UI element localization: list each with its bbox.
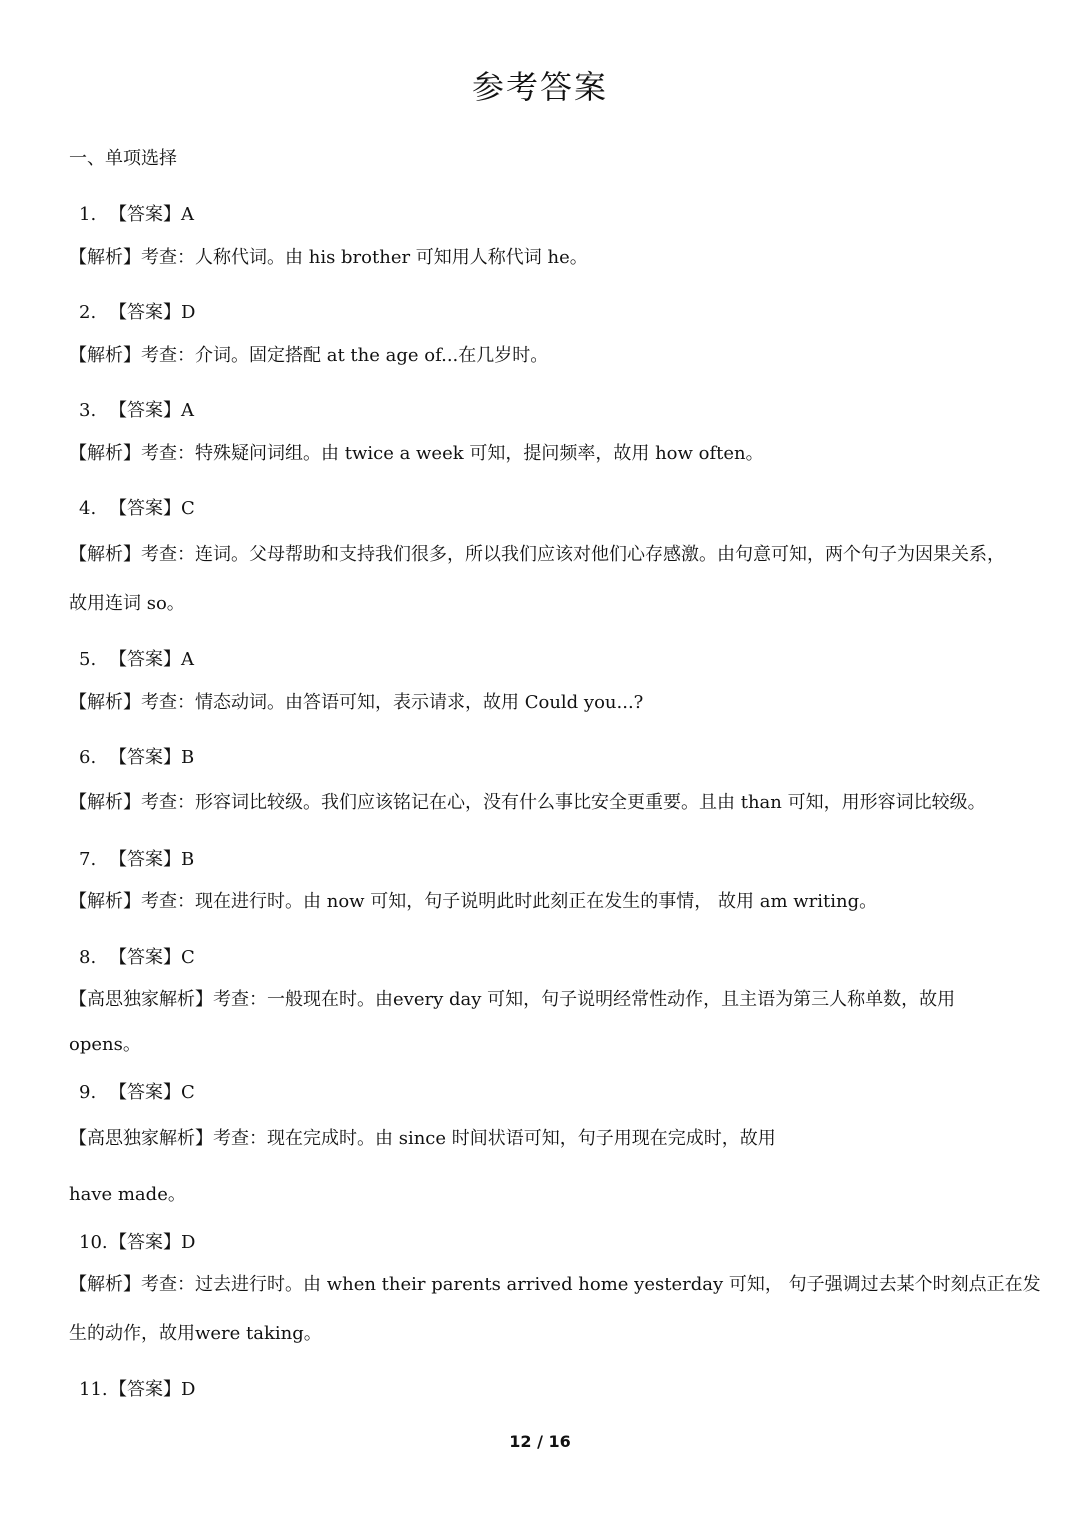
question-number: 4. [79,498,97,519]
analysis-line: 【高思独家解析】考查：现在完成时。由 since 时间状语可知，句子用现在完成时，故用 [69,1128,776,1149]
analysis-line: 【高思独家解析】考查：一般现在时。由every day 可知，句子说明经常性动作，且主语为第三人称单数，故用 [69,989,956,1010]
analysis-line: 【解析】考查：连词。父母帮助和支持我们很多，所以我们应该对他们心存感激。由句意可知，两个句子为因果关系， [69,544,1005,565]
answer-line [79,846,194,874]
question-number: 9. [79,1082,97,1103]
answer-text: 【答案】C [109,947,195,968]
answer-line [79,646,194,674]
answer-text: 【答案】A [109,400,194,421]
analysis-line: 【解析】考查：介词。固定搭配 at the age of...在几岁时。 [69,345,549,366]
analysis-line: 故用连词 so。 [69,593,185,614]
question-number: 8. [79,947,97,968]
answer-text: 【答案】C [109,498,195,519]
answer-line [79,1376,195,1404]
answer-line [79,944,195,972]
analysis-line: 【解析】考查：形容词比较级。我们应该铭记在心，没有什么事比安全更重要。且由 than 可知，用形容词比较级。 [69,792,986,813]
answer-line [79,495,195,523]
question-number: 3. [79,400,97,421]
analysis-line: 【解析】考查：现在进行时。由 now 可知，句子说明此时此刻正在发生的事情， 故用 am writing。 [69,891,878,912]
question-number: 7. [79,849,97,870]
analysis-line: opens。 [69,1034,141,1055]
question-number: 6. [79,747,97,768]
section-heading: 一、单项选择 [69,148,177,169]
analysis-line: 【解析】考查：情态动词。由答语可知，表示请求，故用 Could you...? [69,692,644,713]
answer-line [79,1079,195,1107]
analysis-line: 生的动作，故用were taking。 [69,1323,322,1344]
analysis-line: 【解析】考查：特殊疑问词组。由 twice a week 可知，提问频率，故用 how often。 [69,443,764,464]
question-number: 11. [79,1379,108,1400]
question-number: 5. [79,649,97,670]
page-title: 参考答案 [471,68,608,106]
analysis-line: have made。 [69,1184,186,1205]
answer-line [79,201,194,229]
answer-text: 【答案】A [109,204,194,225]
answer-text: 【答案】B [109,849,195,870]
answer-text: 【答案】C [109,1082,195,1103]
answer-text: 【答案】A [109,649,194,670]
answer-line [79,1229,195,1257]
answer-text: 【答案】D [109,302,196,323]
question-number: 1. [79,204,97,225]
answer-line [79,744,194,772]
page-number: 12 / 16 [509,1432,571,1451]
answer-line [79,397,194,425]
question-number: 10. [79,1232,108,1253]
answer-text: 【答案】B [109,747,195,768]
answer-text: 【答案】D [109,1232,196,1253]
answer-line [79,299,195,327]
analysis-line: 【解析】考查：过去进行时。由 when their parents arrived home yesterday 可知， 句子强调过去某个时刻点正在发 [69,1274,1041,1295]
answer-text: 【答案】D [109,1379,196,1400]
question-number: 2. [79,302,97,323]
analysis-line: 【解析】考查：人称代词。由 his brother 可知用人称代词 he。 [69,247,588,268]
